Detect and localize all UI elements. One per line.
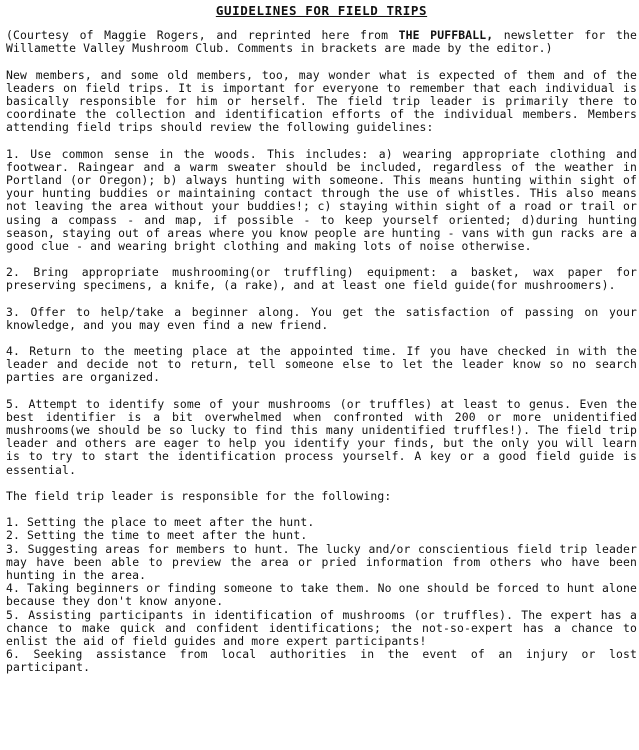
leader-heading: The field trip leader is responsible for the following: [6,488,392,503]
member-guideline-5: 5. Attempt to identify some of your mushrooms (or truffles) at least to genus. Even the best identifier is a bit overwhelmed when confronted with 200 or more unidentified mushrooms(we should be so lucky to find this many unidentified truffles!). The field trip leader and others are eager to help you identify your finds, but the only you will learn is to try to start the identification process yourself. A key or a good field guide is essential. [6,396,637,477]
leader-duties-list [6,516,637,674]
member-guideline-2: 2. Bring appropriate mushrooming(or truffling) equipment: a basket, wax paper for preserving specimens, a knife, (a rake), and at least one field guide(for mushroomers). [6,265,637,293]
leader-duty-4: 4. Taking beginners or finding someone to take them. No one should be forced to hunt alone because they don't know anyone. [6,581,637,609]
member-guideline-4: 4. Return to the meeting place at the appointed time. If you have checked in with the leader and decide not to return, tell someone else to let the leader know so no search parties are organized. [6,344,637,385]
leader-duty-1: 1. Setting the place to meet after the hunt. [6,515,315,530]
intro-pre: (Courtesy of Maggie Rogers, and reprinted here from [6,28,399,43]
overview-paragraph: New members, and some old members, too, may wonder what is expected of them and of the leaders on field trips. It is important for everyone to remember that each individual is basically responsible for him or herself. The field trip leader is primarily there to coordinate the collection and identification efforts of the individual members. Members attending field trips should review the following guidelines: [6,67,637,135]
leader-duty-5: 5. Assisting participants in identification of mushrooms (or truffles). The expert has a chance to make quick and confident identifications; the not-so-expert has a chance to enlist the aid of field guides and more expert participants! [6,607,637,648]
leader-duty-2: 2. Setting the time to meet after the hunt. [6,528,308,543]
intro-paragraph [6,29,637,55]
member-guideline-3: 3. Offer to help/take a beginner along. You get the satisfaction of passing on your knowledge, and you may even find a new friend. [6,304,637,332]
leader-duty-6: 6. Seeking assistance from local authorities in the event of an injury or lost participant. [6,647,637,675]
member-guideline-1: 1. Use common sense in the woods. This includes: a) wearing appropriate clothing and footwear. Raingear and a warm sweater should be included, regardless of the weather in Portland (or Oregon); b) always hunting with someone. This means hunting within sight of your hunting buddies or maintaining contact through the use of whistles. THis also means not leaving the area without your buddies!; c) staying within sight of a road or trail or using a compass - and map, if possible - to keep yourself oriented; d)during hunting season, staying out of areas where you know people are hunting - vans with gun racks are a good clue - and wearing bright clothing and making lots of noise otherwise. [6,146,637,254]
intro-post: newsletter for the Willamette Valley Mushroom Club. Comments in brackets are made by the editor.) [6,28,637,56]
publication-name: THE PUFFBALL, [398,28,494,43]
document-title: GUIDELINES FOR FIELD TRIPS [215,3,428,18]
leader-duty-3: 3. Suggesting areas for members to hunt. The lucky and/or conscientious field trip leader may have been able to preview the area or pried information from others who have been hunting in the area. [6,541,637,582]
